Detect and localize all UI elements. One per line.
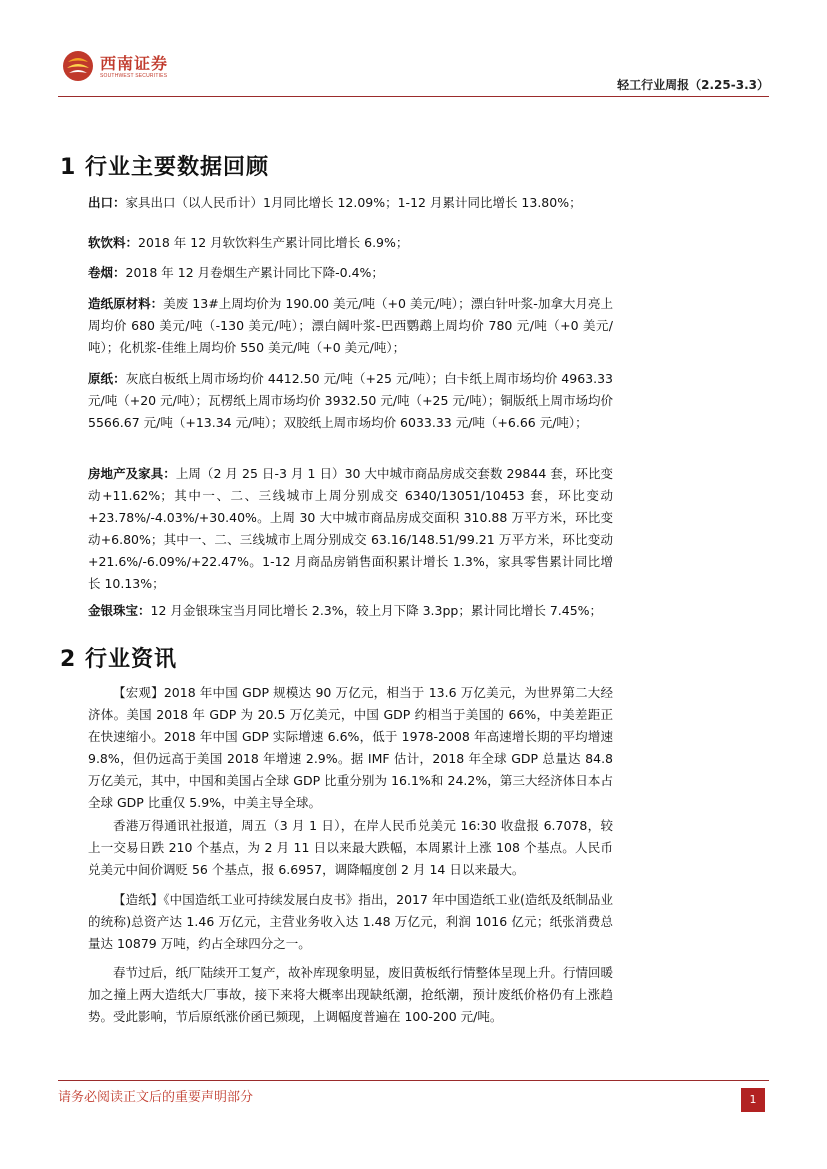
export-label: 出口： <box>88 195 126 210</box>
paper-label: 原纸： <box>88 371 126 386</box>
disclaimer-notice: 请务必阅读正文后的重要声明部分 <box>58 1090 254 1105</box>
softdrink-label: 软饮料： <box>88 235 139 250</box>
page-number: 1 <box>741 1088 765 1112</box>
news-fx-paragraph: 香港万得通讯社报道，周五（3 月 1 日），在岸人民币兑美元 16:30 收盘报 6.7078，较上一交易日跌 210 个基点，为 2 月 11 日以来最大跌幅，本周累计上涨 108 个基点。人民币兑美元中间价调贬 56 个基点，报 6.6957，调降幅度创 2 月 14 日以来最大。 <box>88 818 613 877</box>
tobacco-label: 卷烟： <box>88 265 126 280</box>
realestate-label: 房地产及家具： <box>88 466 176 481</box>
company-logo-icon <box>62 50 98 82</box>
logo-english-name: SOUTHWEST SECURITIES <box>100 73 168 79</box>
news-market-paragraph: 春节过后，纸厂陆续开工复产，故补库现象明显，废旧黄板纸行情整体呈现上升。行情回暖加之撞上两大造纸大厂事故，接下来将大概率出现缺纸潮，抢纸潮，预计废纸价格仍有上涨趋势。受此影响，节后原纸涨价函已频现，上调幅度普遍在 100-200 元/吨。 <box>88 965 614 1024</box>
pulp-paragraph <box>88 293 613 359</box>
jewelry-paragraph <box>88 600 613 622</box>
footer-divider <box>58 1080 769 1081</box>
page-header <box>0 0 827 100</box>
jewelry-label: 金银珠宝： <box>88 603 151 618</box>
pulp-text: 美废 13#上周均价为 190.00 美元/吨（+0 美元/吨）；漂白针叶浆-加拿大月亮上周均价 680 美元/吨（-130 美元/吨）；漂白阔叶浆-巴西鹦鹉上周均价 780 元/吨（+0 美元/吨）；化机浆-佳维上周均价 550 美元/吨（+0 美元/吨）； <box>88 296 613 355</box>
header-divider <box>58 96 769 97</box>
softdrink-text: 2018 年 12 月软饮料生产累计同比增长 6.9%； <box>138 235 409 250</box>
realestate-paragraph <box>88 463 613 595</box>
section-2-title: 2 行业资讯 <box>60 647 177 672</box>
news-macro-paragraph: 【宏观】2018 年中国 GDP 规模达 90 万亿元，相当于 13.6 万亿美元，为世界第二大经济体。美国 2018 年 GDP 为 20.5 万亿美元，中国 GDP 约相当于美国的 66%，中美差距正在快速缩小。2018 年中国 GDP 实际增速 6.6%，低于 1978-2008 年高速增长期的平均增速 9.8%，但仍远高于美国 2018 年增速 2.9%。据 IMF 估计，2018 年全球 GDP 总量达 84.8 万亿美元，其中，中国和美国占全球 GDP 比重分别为 16.1%和 24.2%，第三大经济体日本占全球 GDP 比重仅 5.9%，中美主导全球。 <box>88 685 613 810</box>
report-title: 轻工行业周报（2.25-3.3） <box>617 78 769 92</box>
section-1-title: 1 行业主要数据回顾 <box>60 155 269 180</box>
realestate-text: 上周（2 月 25 日-3 月 1 日）30 大中城市商品房成交套数 29844 套，环比变动+11.62%；其中一、二、三线城市上周分别成交 6340/13051/10453 套，环比变动+23.78%/-4.03%/+30.40%。上周 30 大中城市商品房成交面积 310.88 万平方米，环比变动+6.80%；其中一、二、三线城市上周分别成交 63.16/148.51/99.21 万平方米，环比变动+21.6%/-6.09%/+22.47%。1-12 月商品房销售面积累计增长 1.3%，家具零售累计同比增长 10.13%； <box>88 466 613 591</box>
softdrink-paragraph <box>88 232 613 254</box>
export-paragraph <box>88 192 613 214</box>
news-paper-paragraph: 【造纸】《中国造纸工业可持续发展白皮书》指出，2017 年中国造纸工业(造纸及纸制品业的统称)总资产达 1.46 万亿元，主营业务收入达 1.48 万亿元，利润 1016 亿元；纸张消费总量达 10879 万吨，约占全球四分之一。 <box>88 892 613 951</box>
tobacco-text: 2018 年 12 月卷烟生产累计同比下降-0.4%； <box>125 265 384 280</box>
paper-paragraph <box>88 368 613 434</box>
pulp-label: 造纸原材料： <box>88 296 164 311</box>
company-logo-text <box>100 56 180 80</box>
tobacco-paragraph <box>88 262 613 284</box>
export-text: 家具出口（以人民币计）1月同比增长 12.09%；1-12 月累计同比增长 13.80%； <box>125 195 582 210</box>
logo-chinese-name: 西南证券 <box>100 54 169 73</box>
jewelry-text: 12 月金银珠宝当月同比增长 2.3%，较上月下降 3.3pp；累计同比增长 7.45%； <box>150 603 603 618</box>
paper-text: 灰底白板纸上周市场均价 4412.50 元/吨（+25 元/吨）；白卡纸上周市场均价 4963.33 元/吨（+20 元/吨）；瓦楞纸上周市场均价 3932.50 元/吨（+25 元/吨）；铜版纸上周市场均价 5566.67 元/吨（+13.34 元/吨）；双胶纸上周市场均价 6033.33 元/吨（+6.66 元/吨）； <box>88 371 613 430</box>
